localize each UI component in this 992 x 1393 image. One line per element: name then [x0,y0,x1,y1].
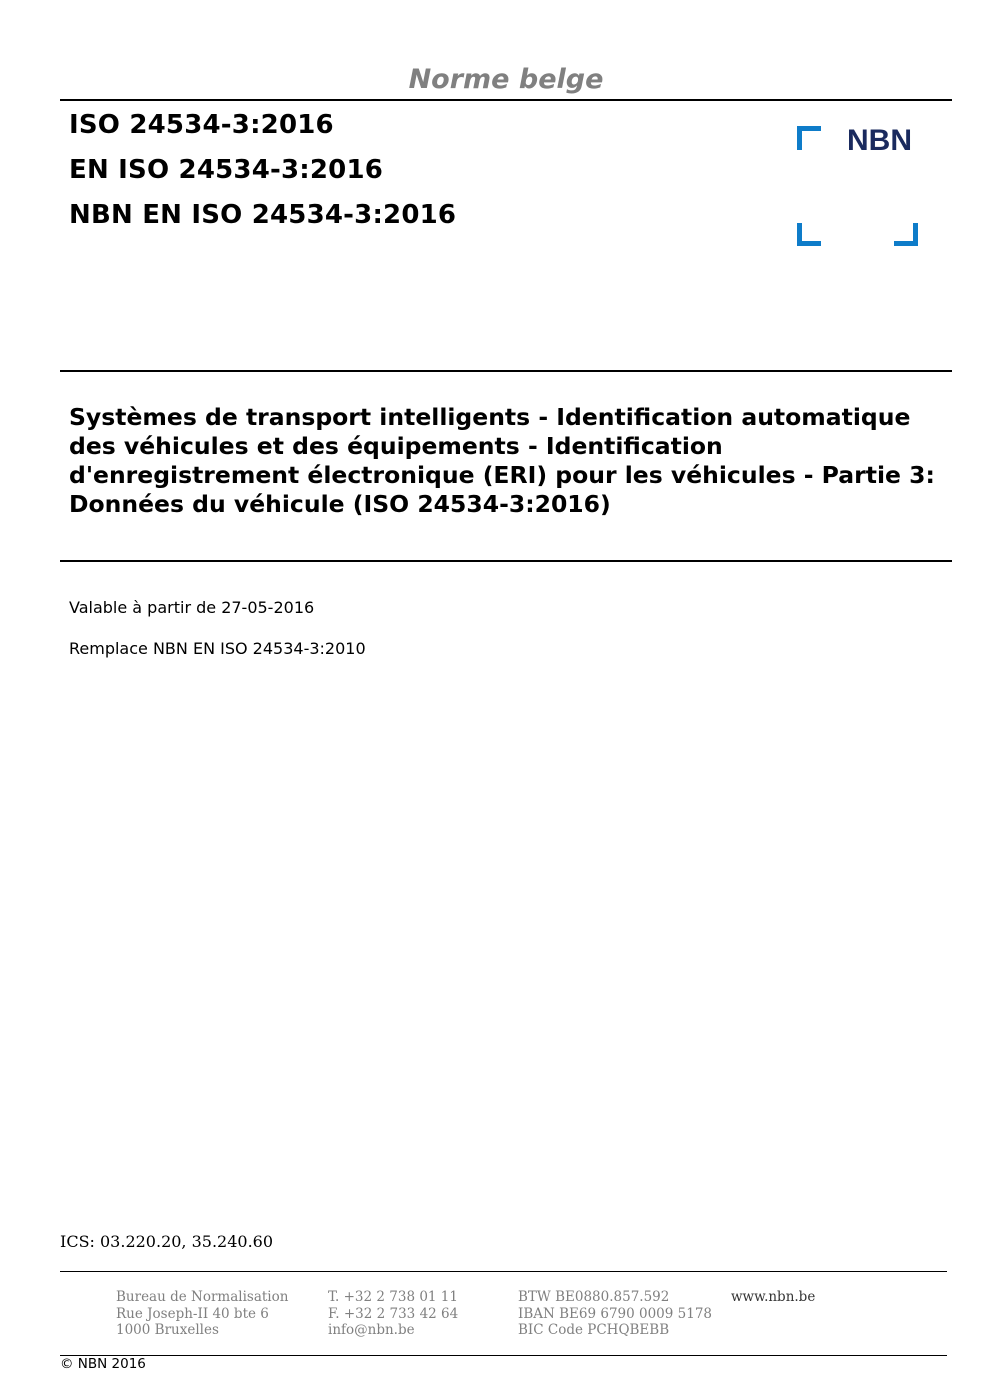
title-line: Systèmes de transport intelligents - Identification automatique [69,403,911,431]
logo-bracket-bottom-right [894,223,918,246]
footer-address [116,1289,288,1339]
footer-bank-details [518,1289,712,1339]
footer-address-line: Bureau de Normalisation [116,1289,289,1305]
title-line: Données du véhicule (ISO 24534-3:2016) [69,490,611,518]
title-line: d'enregistrement électronique (ERI) pour les véhicules - Partie 3: [69,461,935,489]
replaces-text: Remplace NBN EN ISO 24534-3:2010 [69,639,366,658]
standard-number-iso: ISO 24534-3:2016 [69,110,334,140]
document-title [69,403,949,519]
top-rule [60,99,952,101]
header-label: Norme belge [408,64,604,95]
title-line: des véhicules et des équipements - Identification [69,432,723,460]
logo-bracket-bottom-left [797,223,821,246]
ics-codes: ICS: 03.220.20, 35.240.60 [60,1232,274,1251]
logo-bracket-top-left [797,126,821,150]
footer-phone: T. +32 2 738 01 11 [328,1289,458,1305]
footer-top-rule [60,1271,947,1272]
footer-iban: IBAN BE69 6790 0009 5178 [518,1305,713,1322]
footer-bic: BIC Code PCHQBEBB [518,1322,670,1338]
valid-from-text: Valable à partir de 27-05-2016 [69,598,315,617]
footer-address-line: Rue Joseph-II 40 bte 6 [116,1305,269,1322]
footer-fax: F. +32 2 733 42 64 [328,1305,459,1322]
copyright-text: © NBN 2016 [60,1356,146,1372]
footer-contact [328,1289,458,1339]
footer-website-link[interactable]: www.nbn.be [731,1289,816,1305]
standard-number-en: EN ISO 24534-3:2016 [69,155,384,185]
standard-number-nbn: NBN EN ISO 24534-3:2016 [69,200,457,230]
title-top-rule [60,370,952,372]
footer-address-line: 1000 Bruxelles [116,1322,219,1338]
title-bottom-rule [60,560,952,562]
logo-text: NBN [847,126,912,157]
footer-vat: BTW BE0880.857.592 [518,1289,670,1305]
nbn-logo [797,126,921,248]
footer-email-link[interactable]: info@nbn.be [328,1322,415,1338]
footer-bottom-rule [60,1355,947,1356]
